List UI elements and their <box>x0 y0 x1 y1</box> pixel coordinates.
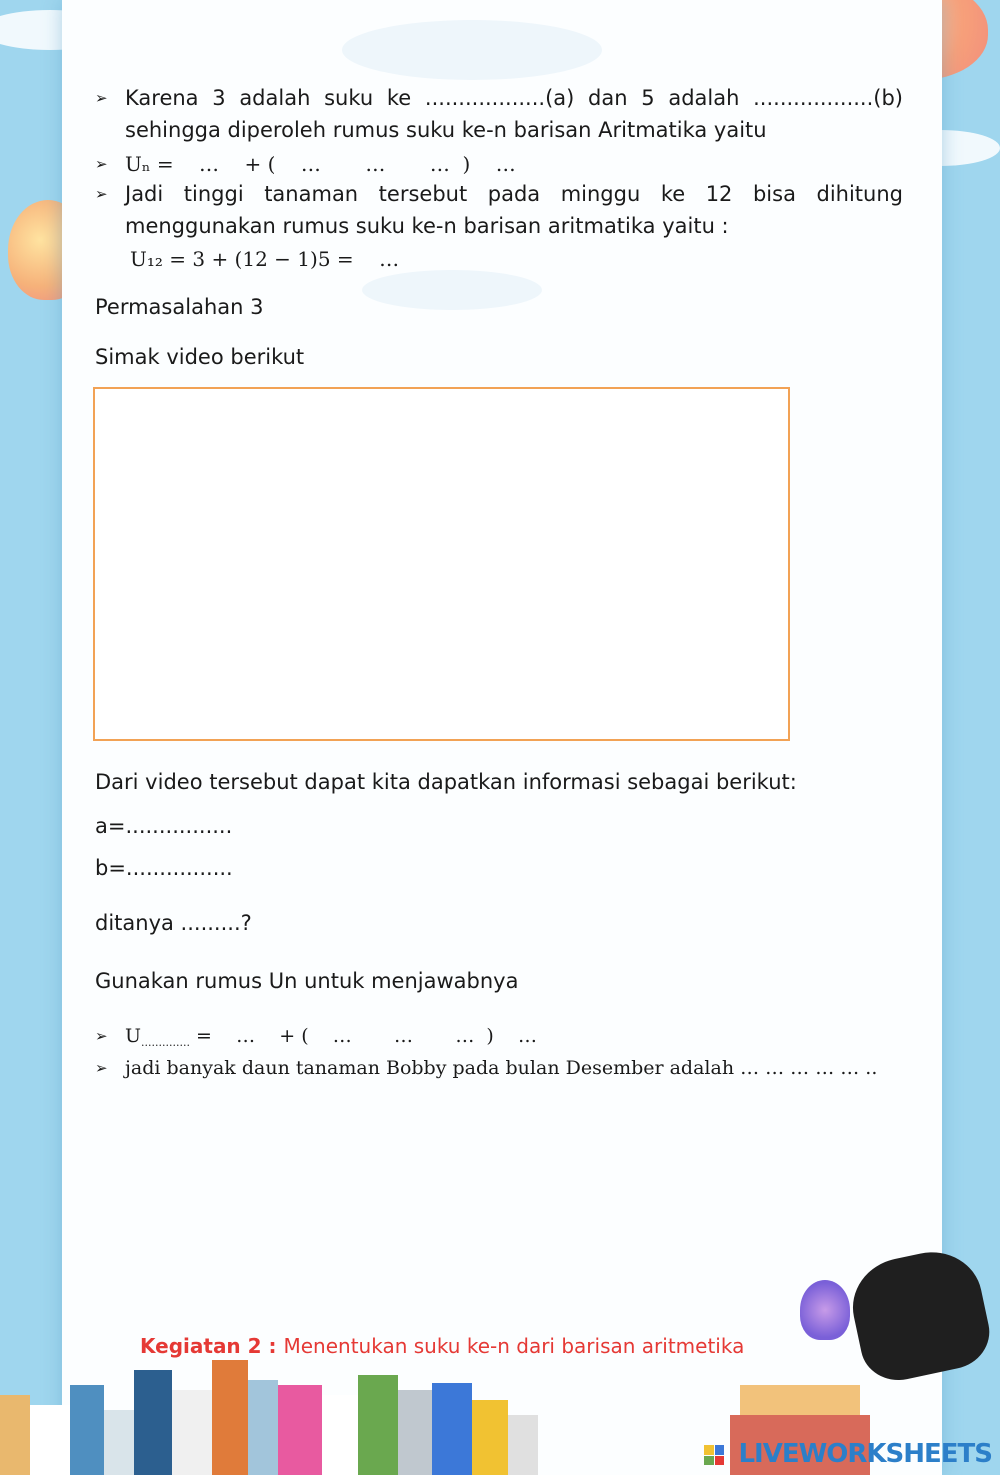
bullet-week-12 <box>95 178 903 210</box>
answer-formula-line <box>95 1022 537 1050</box>
bullet-suku-info <box>95 82 903 114</box>
bullet-continuation: sehingga diperoleh rumus suku ke-n barisan Aritmatika yaitu <box>125 118 767 142</box>
conclusion-text: jadi banyak daun tanaman Bobby pada bulan Desember adalah … … … … … .. <box>125 1057 878 1079</box>
kegiatan-text: Menentukan suku ke-n dari barisan aritmetika <box>283 1334 745 1358</box>
formula-u12: U₁₂ = 3 + (12 − 1)5 = … <box>130 247 400 271</box>
formula-u-subscript[interactable]: .............. <box>141 1036 190 1049</box>
butterfly-decoration <box>800 1280 850 1340</box>
problem-heading: Permasalahan 3 <box>95 295 264 319</box>
bullet-formula-un <box>95 148 903 180</box>
use-formula-instruction: Gunakan rumus Un untuk menjawabnya <box>95 969 519 993</box>
bullet-text: Karena 3 adalah suku ke ..................(a) dan 5 adalah ..................(b) <box>125 86 903 110</box>
conclusion-line <box>95 1054 877 1082</box>
video-placeholder[interactable] <box>93 387 790 741</box>
arrow-bullet-icon: ➢ <box>95 185 108 203</box>
liveworksheets-watermark: LIVEWORKSHEETS <box>738 1439 992 1469</box>
liveworksheets-logo-icon <box>704 1445 724 1465</box>
kegiatan-heading <box>140 1334 744 1358</box>
asked-field[interactable]: ditanya .........? <box>95 911 252 935</box>
formula-u-letter: U <box>125 1025 142 1047</box>
info-intro: Dari video tersebut dapat kita dapatkan informasi sebagai berikut: <box>95 770 797 794</box>
arrow-bullet-icon: ➢ <box>95 1027 108 1045</box>
arrow-bullet-icon: ➢ <box>95 89 108 107</box>
kegiatan-label: Kegiatan 2 : <box>140 1334 284 1358</box>
problem-instruction: Simak video berikut <box>95 345 305 369</box>
formula-un: Uₙ = … + ( … … … ) … <box>125 152 516 176</box>
formula-rest: = … + ( … … … ) … <box>189 1025 537 1047</box>
value-b-field[interactable]: b=................ <box>95 856 233 880</box>
arrow-bullet-icon: ➢ <box>95 1059 108 1077</box>
bullet-continuation: menggunakan rumus suku ke-n barisan aritmatika yaitu : <box>125 214 729 238</box>
bullet-text: Jadi tinggi tanaman tersebut pada minggu ke 12 bisa dihitung <box>125 182 903 206</box>
value-a-field[interactable]: a=................ <box>95 814 233 838</box>
arrow-bullet-icon: ➢ <box>95 155 108 173</box>
